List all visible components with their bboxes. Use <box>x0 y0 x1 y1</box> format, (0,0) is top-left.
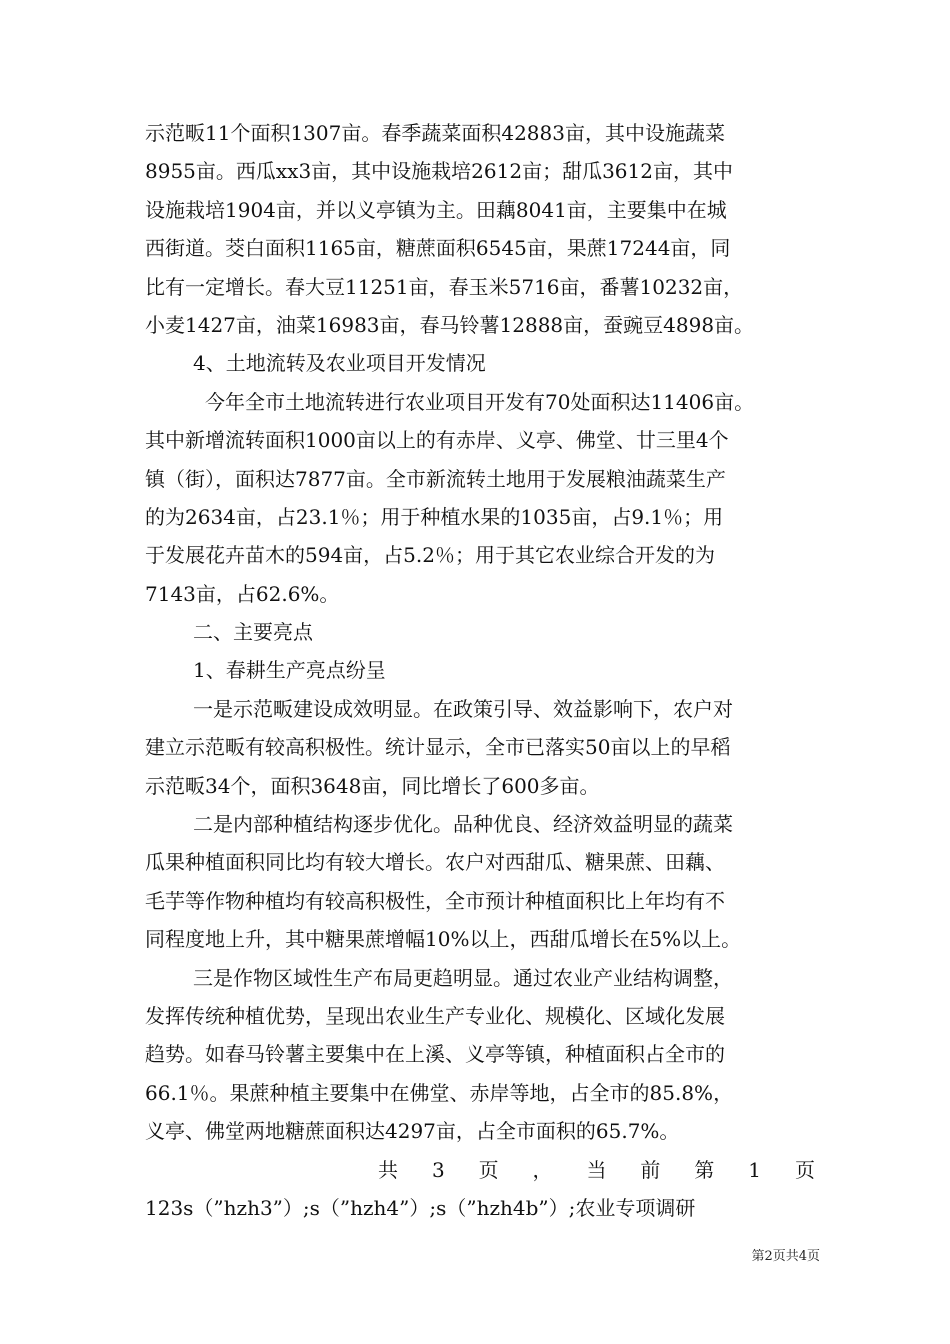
text-line: 的为2634亩，占23.1％；用于种植水果的1035亩，占9.1％；用 <box>145 504 724 529</box>
section-heading: 二、主要亮点 <box>193 620 313 645</box>
page-info-token: 第 <box>694 1157 715 1182</box>
page-info-token: 页 <box>478 1157 499 1182</box>
page-info-token: 页 <box>794 1157 815 1182</box>
page-info-token: 3 <box>431 1157 445 1182</box>
page-info-token: 1 <box>748 1157 762 1182</box>
section-heading: 4、土地流转及农业项目开发情况 <box>193 351 486 376</box>
text-line: 趋势。如春马铃薯主要集中在上溪、义亭等镇，种植面积占全市的 <box>145 1042 725 1067</box>
text-line: 今年全市土地流转进行农业项目开发有70处面积达11406亩。 <box>205 389 755 414</box>
text-line: 建立示范畈有较高积极性。统计显示，全市已落实50亩以上的早稻 <box>145 735 731 760</box>
text-line: 8955亩。西瓜xx3亩，其中设施栽培2612亩；甜瓜3612亩，其中 <box>145 159 733 184</box>
page-info-token: 前 <box>640 1157 661 1182</box>
text-line: 二是内部种植结构逐步优化。品种优良、经济效益明显的蔬菜 <box>193 812 733 837</box>
text-line: 三是作物区域性生产布局更趋明显。通过农业产业结构调整， <box>193 965 733 990</box>
text-line: 西街道。茭白面积1165亩，糖蔗面积6545亩，果蔗17244亩，同 <box>145 236 731 261</box>
text-line: 毛芋等作物种植均有较高积极性，全市预计种植面积比上年均有不 <box>145 888 725 913</box>
text-line: 7143亩，占62.6%。 <box>145 581 340 606</box>
text-line: 小麦1427亩，油菜16983亩，春马铃薯12888亩，蚕豌豆4898亩。 <box>145 312 755 337</box>
text-line: 发挥传统种植优势，呈现出农业生产专业化、规模化、区域化发展 <box>145 1003 725 1028</box>
page-number-footer: 第2页共4页 <box>751 1249 820 1264</box>
text-line: 镇（街），面积达7877亩。全市新流转土地用于发展粮油蔬菜生产 <box>145 466 726 491</box>
text-line: 同程度地上升，其中糖果蔗增幅10%以上，西甜瓜增长在5%以上。 <box>145 927 742 952</box>
body-text <box>145 114 815 1227</box>
page-info-line <box>145 1151 815 1189</box>
text-line: 66.1％。果蔗种植主要集中在佛堂、赤岸等地，占全市的85.8%， <box>145 1080 734 1105</box>
text-line: 一是示范畈建设成效明显。在政策引导、效益影响下，农户对 <box>193 696 733 721</box>
page-info-token: 当 <box>586 1157 607 1182</box>
text-line: 于发展花卉苗木的594亩，占5.2％；用于其它农业综合开发的为 <box>145 543 715 568</box>
text-line: 义亭、佛堂两地糖蔗面积达4297亩，占全市面积的65.7%。 <box>145 1119 680 1144</box>
text-line: 设施栽培1904亩，并以义亭镇为主。田藕8041亩，主要集中在城 <box>145 197 727 222</box>
page-info-token: 共 <box>378 1157 398 1182</box>
text-line: 123s（”hzh3”）;s（”hzh4”）;s（”hzh4b”）;农业专项调研 <box>145 1195 696 1220</box>
text-line: 其中新增流转面积1000亩以上的有赤岸、义亭、佛堂、廿三里4个 <box>145 428 729 453</box>
text-line: 示范畈34个，面积3648亩，同比增长了600多亩。 <box>145 773 600 798</box>
page-info-token: ， <box>532 1157 553 1182</box>
text-line: 比有一定增长。春大豆11251亩，春玉米5716亩，番薯10232亩， <box>145 274 744 299</box>
text-line: 瓜果种植面积同比均有较大增长。农户对西甜瓜、糖果蔗、田藕、 <box>145 850 725 875</box>
text-line: 示范畈11个面积1307亩。春季蔬菜面积42883亩，其中设施蔬菜 <box>145 121 725 145</box>
section-heading: 1、春耕生产亮点纷呈 <box>193 658 386 683</box>
